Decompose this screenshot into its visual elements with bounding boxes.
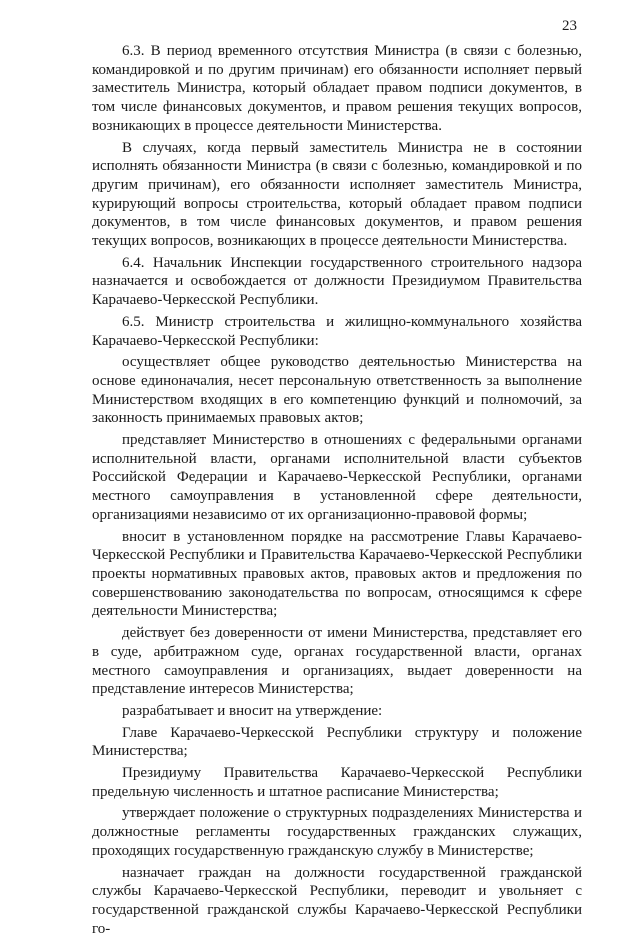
paragraph-develops-submits: разрабатывает и вносит на утверждение: — [122, 702, 383, 719]
paragraph-first-deputy-absence: В случаях, когда первый заместитель Министра не в состоянии исполнять обязанности Министра (в связи с болезнью, командировкой и по другим причинам), его обязанности исполняет заместитель Министра, курирующий вопросы строительства, который обладает правом подписи документов, в том числе финансовых документов, и правом решения текущих вопросов, возникающих в процессе деятельности Министерства. — [92, 139, 582, 250]
document-body — [92, 42, 582, 941]
paragraph-6-3: 6.3. В период временного отсутствия Министра (в связи с болезнью, командировкой и по другим причинам) его обязанности исполняет первый заместитель Министра, который обладает правом подписи документов, в том числе финансовых документов, и правом решения текущих вопросов, возникающих в процессе деятельности Министерства. — [92, 43, 582, 134]
paragraph-submits-drafts: вносит в установленном порядке на рассмотрение Главы Карачаево-Черкесской Республики и Правительства Карачаево-Черкесской Республики проекты нормативных правовых актов, правовых актов и предложения по совершенствованию законодательства по вопросам, относящимся к сфере деятельности Министерства; — [92, 528, 582, 620]
paragraph-appoints-citizens: назначает граждан на должности государственной гражданской службы Карачаево-Черкесской Республики, переводит и увольняет с государственной гражданской службы Карачаево-Черкесской Республики го- — [92, 864, 582, 937]
paragraph-to-presidium: Президиуму Правительства Карачаево-Черкесской Республики предельную численность и штатное расписание Министерства; — [92, 765, 582, 800]
paragraph-6-5: 6.5. Министр строительства и жилищно-коммунального хозяйства Карачаево-Черкесской Республики: — [92, 313, 582, 349]
page-number: 23 — [562, 18, 577, 34]
paragraph-general-management: осуществляет общее руководство деятельностью Министерства на основе единоначалия, несет персональную ответственность за выполнение Министерством входящих в его компетенцию функций и полномочий, за законность принимаемых правовых актов; — [92, 354, 582, 427]
paragraph-6-4: 6.4. Начальник Инспекции государственного строительного надзора назначается и освобождается от должности Президиумом Правительства Карачаево-Черкесской Республики. — [92, 254, 582, 309]
paragraph-acts-without-proxy: действует без доверенности от имени Министерства, представляет его в суде, арбитражном суде, органах государственной власти, органах местного самоуправления и организациях, выдает доверенности на представление интересов Министерства; — [92, 625, 582, 698]
paragraph-approves-regulations: утверждает положение о структурных подразделениях Министерства и должностные регламенты государственных гражданских служащих, проходящих государственную гражданскую службу в Министерстве; — [92, 805, 582, 859]
paragraph-represents-ministry: представляет Министерство в отношениях с федеральными органами исполнительной власти, органами исполнительной власти субъектов Российской Федерации и Карачаево-Черкесской Республики, органами местного самоуправления в установленной сфере деятельности, организациями независимо от их организационно-правовой формы; — [92, 432, 582, 523]
paragraph-to-head: Главе Карачаево-Черкесской Республики структуру и положение Министерства; — [92, 724, 582, 760]
